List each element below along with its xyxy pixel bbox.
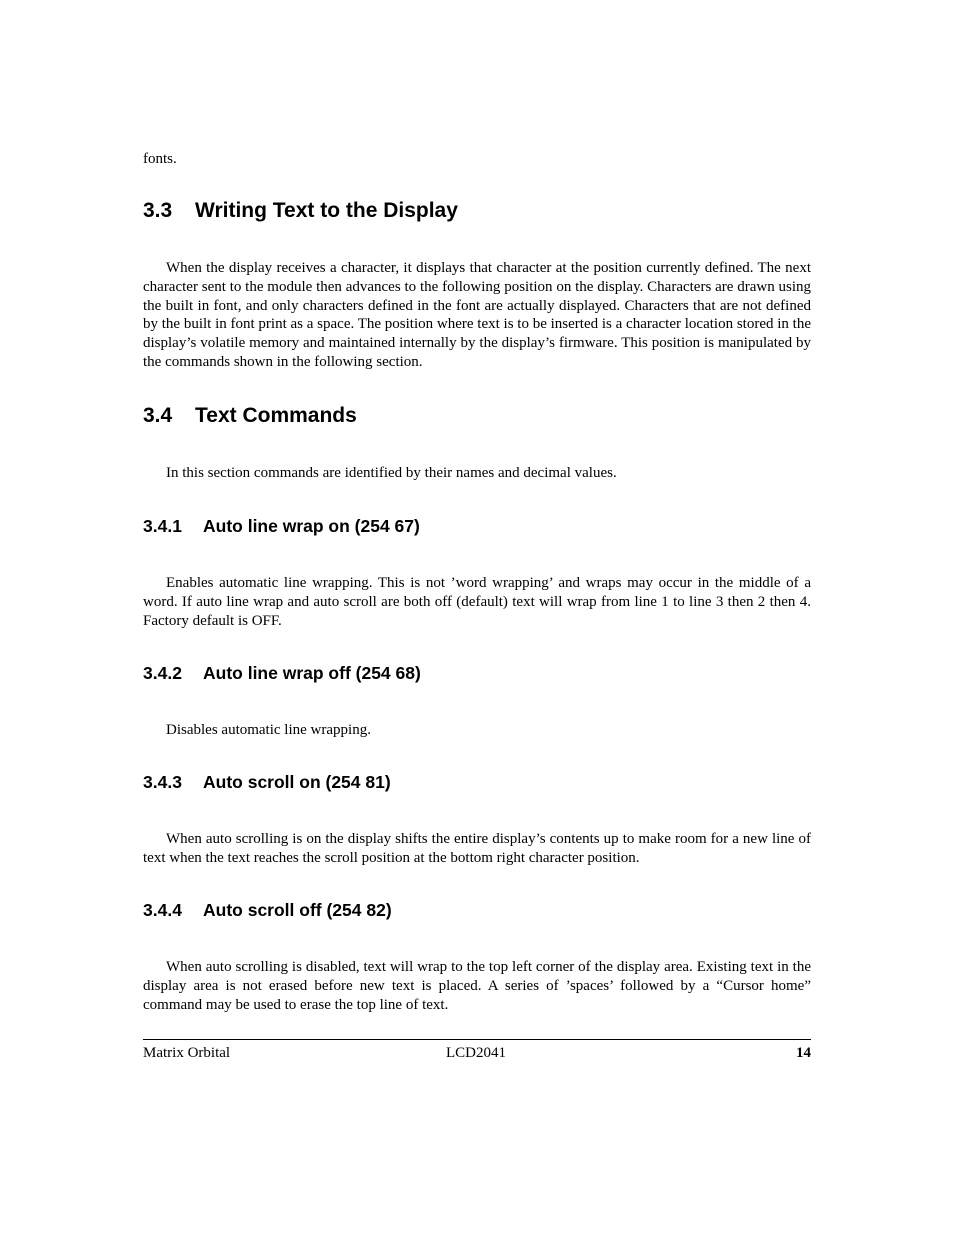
footer-company: Matrix Orbital	[143, 1045, 231, 1061]
page-number: 14	[796, 1045, 811, 1061]
subsection-body-3-4-3: When auto scrolling is on the display shifts the entire display’s contents up to make room for a new line of text when the text reaches the scroll position at the bottom right character position.	[143, 831, 811, 866]
section-body-3-4: In this section commands are identified by their names and decimal values.	[166, 465, 617, 481]
subsection-number: 3.4.4	[143, 900, 182, 920]
carryover-text: fonts.	[143, 151, 177, 167]
subsection-heading-3-4-3	[143, 771, 391, 793]
section-heading-3-4	[143, 403, 357, 429]
subsection-number: 3.4.1	[143, 516, 182, 536]
subsection-number: 3.4.2	[143, 663, 182, 683]
section-body-3-3: When the display receives a character, it displays that character at the position currently defined. The next character sent to the module then advances to the following position on the display. Characters are drawn using the built in font, and only characters defined in the font are actually displayed. Characters that are not defined by the built in font print as a space. The position where text is to be inserted is a character location stored in the display’s volatile memory and maintained internally by the display’s firmware. This position is manipulated by the commands shown in the following section.	[143, 260, 811, 370]
subsection-heading-3-4-1	[143, 515, 420, 537]
subsection-title: Auto scroll on (254 81)	[203, 772, 391, 792]
section-number: 3.4	[143, 404, 173, 427]
subsection-heading-3-4-4	[143, 899, 392, 921]
subsection-title: Auto scroll off (254 82)	[203, 900, 392, 920]
section-heading-3-3	[143, 198, 458, 224]
footer-product: LCD2041	[446, 1045, 506, 1061]
section-title: Writing Text to the Display	[195, 199, 458, 222]
subsection-title: Auto line wrap off (254 68)	[203, 663, 421, 683]
section-number: 3.3	[143, 199, 173, 222]
subsection-body-3-4-2: Disables automatic line wrapping.	[166, 722, 371, 738]
footer-divider	[143, 1039, 811, 1040]
subsection-body-3-4-1: Enables automatic line wrapping. This is not ’word wrapping’ and wraps may occur in the middle of a word. If auto line wrap and auto scroll are both off (default) text will wrap from line 1 to line 3 then 2 then 4. Factory default is OFF.	[143, 575, 811, 629]
subsection-heading-3-4-2	[143, 662, 421, 684]
document-page	[143, 0, 811, 1235]
section-title: Text Commands	[195, 404, 357, 427]
subsection-number: 3.4.3	[143, 772, 182, 792]
subsection-body-3-4-4: When auto scrolling is disabled, text will wrap to the top left corner of the display area. Existing text in the display area is not erased before new text is placed. A series of ’spaces’ followed by a “Cursor home” command may be used to erase the top line of text.	[143, 959, 811, 1013]
subsection-title: Auto line wrap on (254 67)	[203, 516, 420, 536]
